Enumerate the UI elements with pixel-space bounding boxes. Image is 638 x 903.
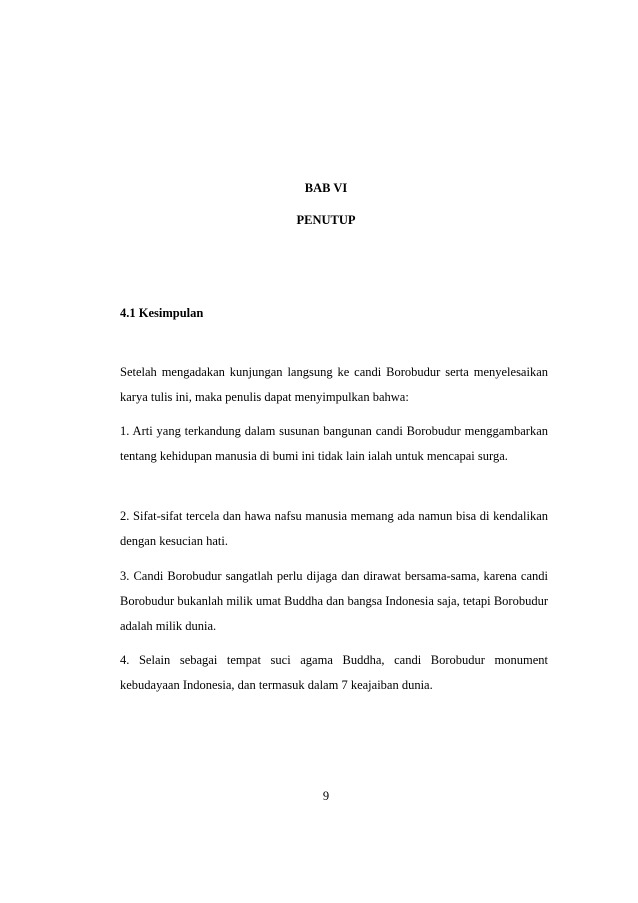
conclusion-item-4: 4. Selain sebagai tempat suci agama Buddha, candi Borobudur monument kebudayaan Indonesia, dan termasuk dalam 7 keajaiban dunia. [120, 653, 548, 692]
intro-paragraph: Setelah mengadakan kunjungan langsung ke candi Borobudur serta menyelesaikan karya tulis ini, maka penulis dapat menyimpulkan bahwa: [120, 365, 548, 404]
conclusion-item-2: 2. Sifat-sifat tercela dan hawa nafsu manusia memang ada namun bisa di kendalikan dengan kesucian hati. [120, 509, 548, 548]
chapter-title: PENUTUP [296, 213, 356, 227]
conclusion-item-1: 1. Arti yang terkandung dalam susunan bangunan candi Borobudur menggambarkan tentang kehidupan manusia di bumi ini tidak lain ialah untuk mencapai surga. [120, 424, 548, 463]
chapter-label: BAB VI [304, 181, 348, 195]
section-heading: 4.1 Kesimpulan [120, 306, 204, 320]
conclusion-item-3: 3. Candi Borobudur sangatlah perlu dijaga dan dirawat bersama-sama, karena candi Borobudur bukanlah milik umat Buddha dan bangsa Indonesia saja, tetapi Borobudur adalah milik dunia. [120, 569, 548, 633]
page-number: 9 [322, 789, 330, 803]
